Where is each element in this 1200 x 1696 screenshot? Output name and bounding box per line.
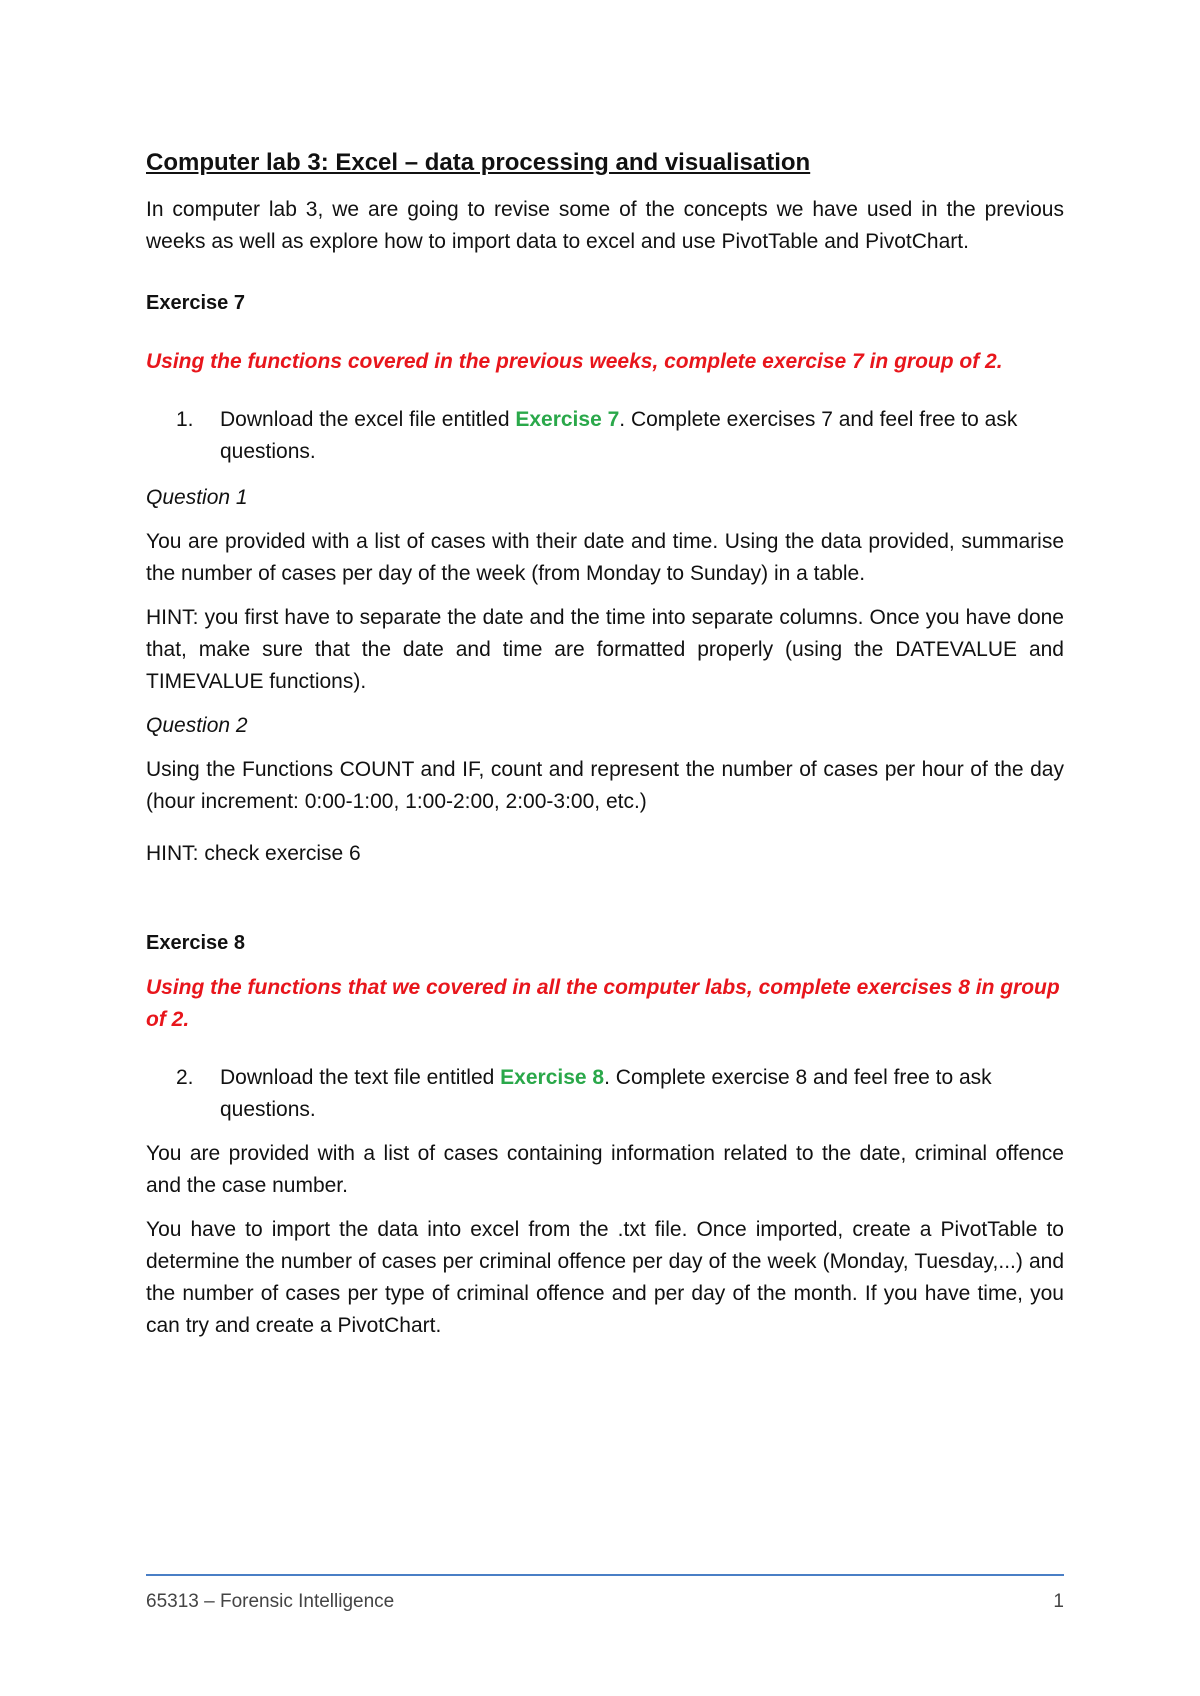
exercise-8-instruction: Using the functions that we covered in all the computer labs, complete exercises 8 in group of 2.: [146, 976, 1060, 1031]
exercise-8-heading: Exercise 8: [146, 932, 245, 954]
question-1-label: Question 1: [146, 486, 248, 509]
exercise-7-file-link[interactable]: Exercise 7: [515, 408, 620, 431]
document-title: Computer lab 3: Excel – data processing and visualisation: [146, 149, 811, 176]
hint-1: HINT: you first have to separate the date and the time into separate columns. Once you have done that, make sure that the date and time are formatted properly (using the DATEVALUE and TIMEVALUE functions).: [146, 606, 1064, 693]
list-number: 2.: [176, 1066, 194, 1089]
question-1-text: You are provided with a list of cases with their date and time. Using the data provided, summarise the number of cases per day of the week (from Monday to Sunday) in a table.: [146, 530, 1064, 585]
exercise-7-list-item: [146, 404, 1064, 468]
exercise-8-paragraph-2: You have to import the data into excel from the .txt file. Once imported, create a PivotTable to determine the number of cases per criminal offence per day of the week (Monday, Tuesday,...) and the number of cases per type of criminal offence and per day of the month. If you have time, you can try and create a PivotChart.: [146, 1218, 1064, 1337]
footer-page-number: 1: [1053, 1591, 1064, 1612]
question-2-label: Question 2: [146, 714, 248, 737]
list-text-end: . Complete exercise 8 and feel free to ask questions.: [220, 1066, 992, 1121]
exercise-7-instruction: Using the functions covered in the previous weeks, complete exercise 7 in group of 2.: [146, 350, 1003, 373]
list-text-start: Download the excel file entitled: [220, 408, 516, 431]
footer-course-title: 65313 – Forensic Intelligence: [146, 1591, 395, 1612]
intro-paragraph: In computer lab 3, we are going to revise some of the concepts we have used in the previous weeks as well as explore how to import data to excel and use PivotTable and PivotChart.: [146, 198, 1064, 253]
list-text-end: . Complete exercises 7 and feel free to ask questions.: [220, 408, 1018, 463]
exercise-7-heading: Exercise 7: [146, 292, 245, 314]
exercise-8-list-item: [146, 1062, 1064, 1126]
page-content: [146, 146, 1064, 1342]
list-text-start: Download the text file entitled: [220, 1066, 501, 1089]
hint-2: HINT: check exercise 6: [146, 842, 361, 865]
exercise-8-paragraph-1: You are provided with a list of cases containing information related to the date, criminal offence and the case number.: [146, 1142, 1064, 1197]
exercise-8-file-link[interactable]: Exercise 8: [500, 1066, 605, 1089]
footer-divider: [146, 1574, 1064, 1576]
question-2-text: Using the Functions COUNT and IF, count and represent the number of cases per hour of the day (hour increment: 0:00-1:00, 1:00-2:00, 2:00-3:00, etc.): [146, 758, 1064, 813]
list-number: 1.: [176, 408, 194, 431]
